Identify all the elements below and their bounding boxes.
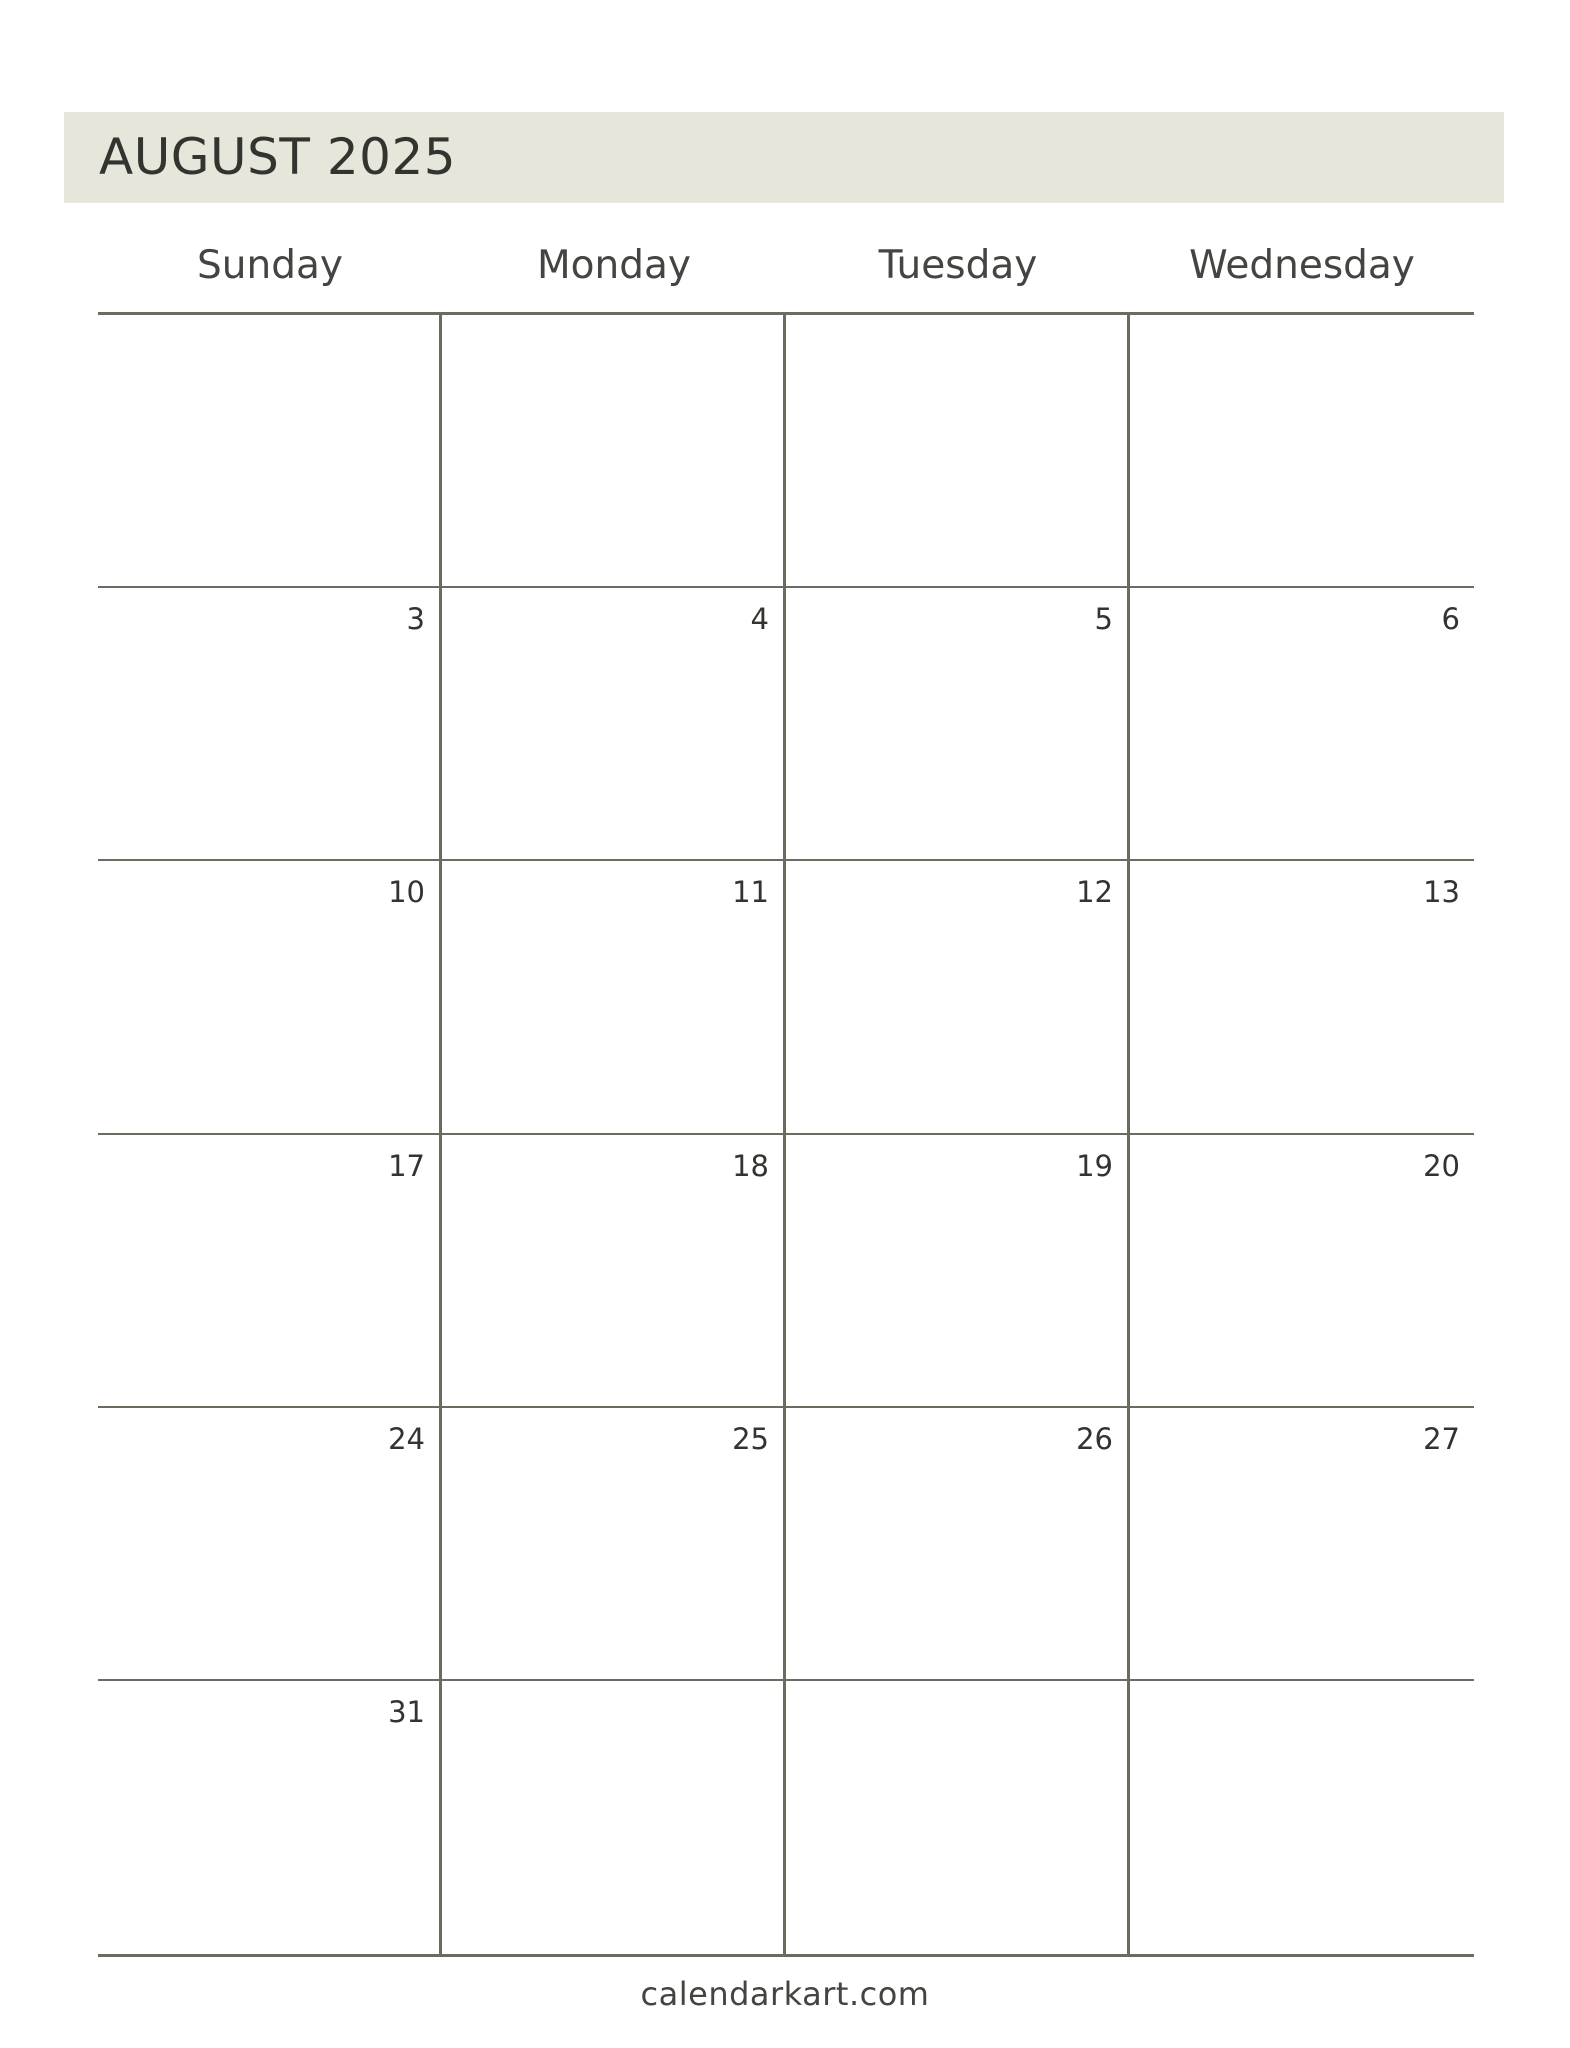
day-cell <box>98 588 442 859</box>
date-number: 12 <box>1076 875 1113 910</box>
date-number: 4 <box>750 602 769 637</box>
date-number: 10 <box>388 875 425 910</box>
day-cell <box>98 1135 442 1406</box>
day-cell <box>1130 1681 1474 1954</box>
day-cell <box>98 315 442 586</box>
day-header-tuesday: Tuesday <box>878 243 1038 288</box>
date-number: 3 <box>406 602 425 637</box>
day-cell <box>442 861 786 1132</box>
day-cell <box>442 315 786 586</box>
date-number: 17 <box>388 1148 425 1183</box>
week-row <box>98 1681 1474 1954</box>
date-number: 6 <box>1441 602 1460 637</box>
date-number: 27 <box>1423 1421 1460 1456</box>
day-headers-row <box>98 220 1474 312</box>
week-row <box>98 861 1474 1134</box>
day-cell <box>786 861 1130 1132</box>
date-number: 31 <box>388 1694 425 1729</box>
day-cell <box>786 1681 1130 1954</box>
date-number: 11 <box>732 875 769 910</box>
date-number: 13 <box>1423 875 1460 910</box>
week-row <box>98 588 1474 861</box>
date-number: 24 <box>388 1421 425 1456</box>
day-cell <box>1130 588 1474 859</box>
date-number: 25 <box>732 1421 769 1456</box>
week-row <box>98 1408 1474 1681</box>
day-cell <box>786 1135 1130 1406</box>
title-bar <box>64 112 1504 203</box>
day-cell <box>442 1408 786 1679</box>
day-cell <box>442 1681 786 1954</box>
day-header-wednesday: Wednesday <box>1189 243 1415 288</box>
day-cell <box>98 1408 442 1679</box>
date-number: 26 <box>1076 1421 1113 1456</box>
day-cell <box>98 861 442 1132</box>
date-number: 20 <box>1423 1148 1460 1183</box>
weeks-container <box>98 312 1474 1957</box>
day-cell <box>786 588 1130 859</box>
day-header-monday: Monday <box>537 243 691 288</box>
date-number: 5 <box>1094 602 1113 637</box>
date-number: 18 <box>732 1148 769 1183</box>
day-cell <box>1130 1408 1474 1679</box>
day-cell <box>786 1408 1130 1679</box>
day-cell <box>1130 1135 1474 1406</box>
day-cell <box>442 1135 786 1406</box>
day-cell <box>1130 315 1474 586</box>
day-cell <box>98 1681 442 1954</box>
date-number: 19 <box>1076 1148 1113 1183</box>
day-cell <box>442 588 786 859</box>
day-cell <box>786 315 1130 586</box>
week-row <box>98 315 1474 588</box>
calendar-grid <box>98 220 1474 1957</box>
footer-website: calendarkart.com <box>640 1975 930 2013</box>
week-row <box>98 1135 1474 1408</box>
page-title: AUGUST 2025 <box>99 128 457 186</box>
day-header-sunday: Sunday <box>197 243 343 288</box>
day-cell <box>1130 861 1474 1132</box>
